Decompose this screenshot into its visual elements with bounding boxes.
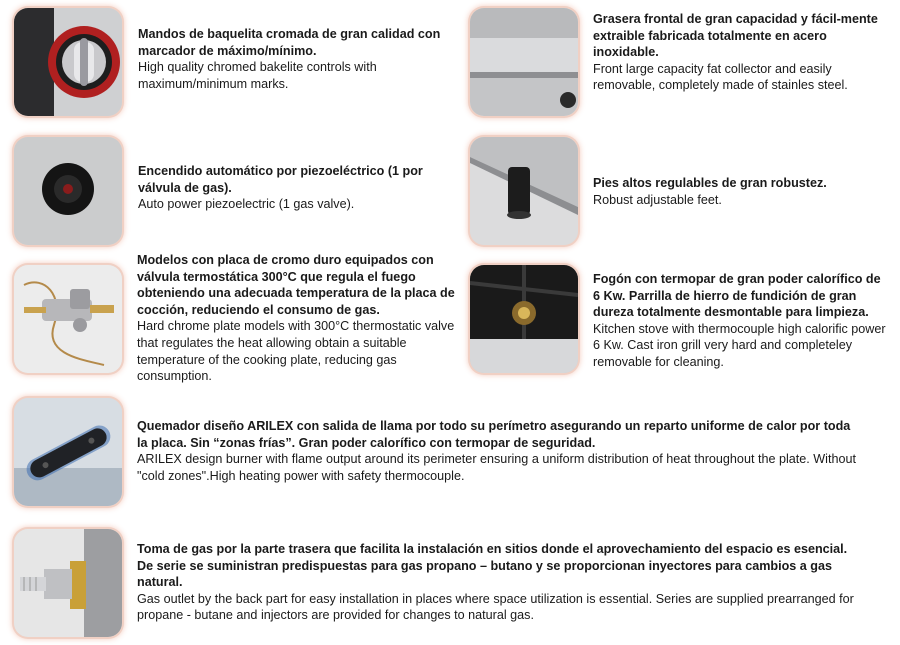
feature-fat-collector: [593, 11, 878, 94]
gas-outlet-photo: [14, 529, 122, 637]
feature-description: Front large capacity fat collector and easily removable, completely made of stainles steel.: [593, 61, 848, 93]
feature-title: Encendido automático por piezoeléctrico (1 por válvula de gas).: [138, 164, 423, 195]
feature-description: High quality chromed bakelite controls with maximum/minimum marks.: [138, 60, 377, 91]
feature-description: Hard chrome plate models with 300°C thermostatic valve that regulates the heat allowing obtain a suitable temperature of the cooking plate, reducing gas consumption.: [137, 319, 455, 384]
feature-title: Toma de gas por la parte trasera que facilita la instalación en sitios donde el aprovechamiento del espacio es esencial. De serie se suministran predispuestas para gas propano – butano y se proporcionan inyectores para cambios a gas natural.: [137, 542, 848, 590]
feature-stove: [593, 271, 888, 371]
arilex-burner-photo: [14, 398, 122, 506]
feature-feet: [593, 175, 878, 208]
feature-burner: [137, 418, 857, 484]
control-knob-photo: [14, 8, 122, 116]
feature-description: Robust adjustable feet.: [593, 192, 722, 207]
kitchen-stove-photo: [470, 265, 578, 373]
feature-gas-outlet: [137, 541, 857, 624]
feature-title: Modelos con placa de cromo duro equipados con válvula termostática 300°C que regula el fuego obteniendo una adecuada temperatura de la placa de cocción, reduciendo el consumo de gas.: [137, 253, 455, 317]
feature-title: Fogón con termopar de gran poder calorífico de 6 Kw. Parrilla de hierro de fundición de gran dureza totalmente desmontable para limpieza.: [593, 272, 881, 320]
feature-thermostatic-valve: [137, 252, 462, 385]
feature-description: Auto power piezoelectric (1 gas valve).: [138, 197, 355, 212]
feature-description: ARILEX design burner with flame output around its perimeter ensuring a uniform distribution of heat throughout the plate. Without "cold zones".High heating power with safety thermocouple.: [137, 452, 856, 483]
feature-title: Mandos de baquelita cromada de gran calidad con marcador de máximo/mínimo.: [138, 27, 441, 58]
feature-title: Pies altos regulables de gran robustez.: [593, 176, 827, 190]
feature-description: Kitchen stove with thermocouple high calorific power 6 Kw. Cast iron grill very hard and completeley removable for cleaning.: [593, 321, 886, 369]
thermostatic-valve-photo: [14, 265, 122, 373]
piezo-ignition-photo: [14, 137, 122, 245]
fat-collector-photo: [470, 8, 578, 116]
feature-controls: [138, 26, 458, 92]
feature-ignition: [138, 163, 458, 213]
adjustable-feet-photo: [470, 137, 578, 245]
feature-title: Grasera frontal de gran capacidad y fácil-mente extraible fabricada totalmente en acero inoxidable.: [593, 12, 878, 60]
feature-title: Quemador diseño ARILEX con salida de llama por todo su perímetro asegurando un reparto uniforme de calor por toda la placa. Sin “zonas frías”. Gran poder calorífico con termopar de seguridad.: [137, 419, 851, 450]
feature-description: Gas outlet by the back part for easy installation in places where space utilization is essential. Series are supplied prearranged for propane - butane and injectors are provided for changes to natural gas.: [137, 591, 854, 623]
